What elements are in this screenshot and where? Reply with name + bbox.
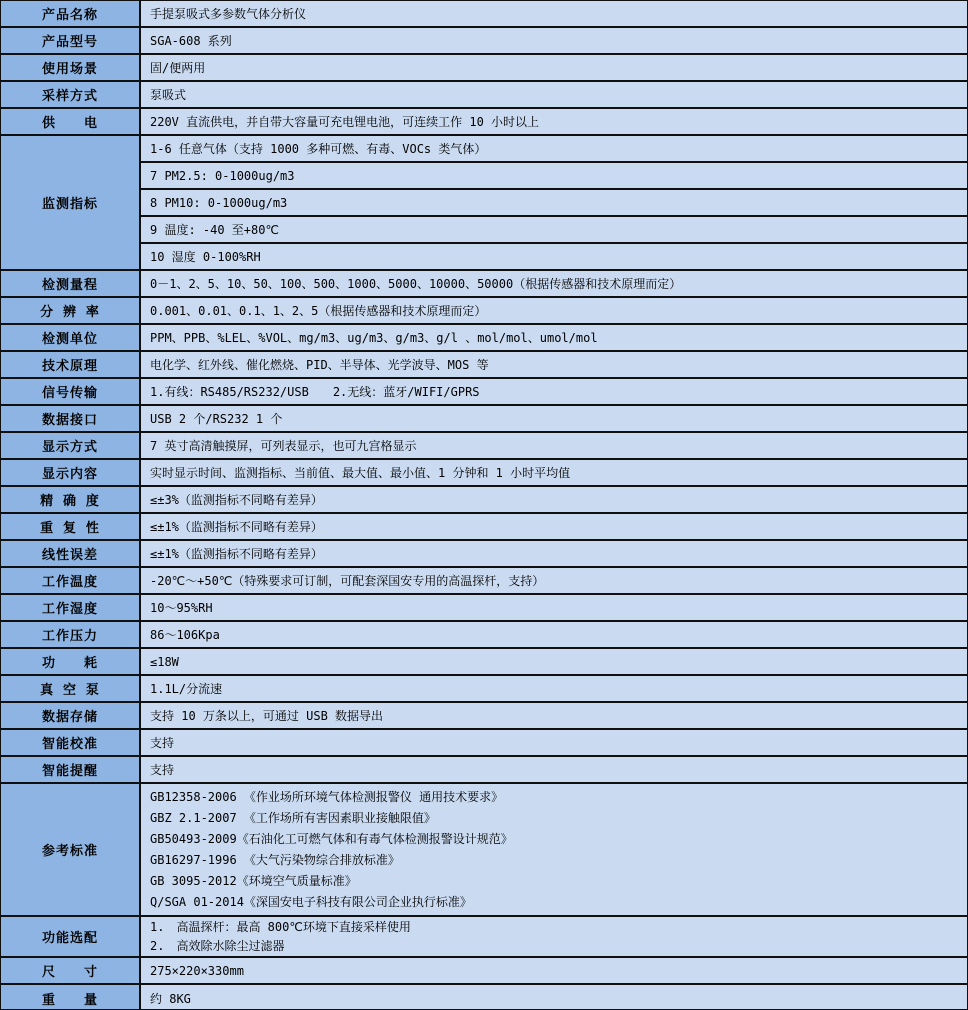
spec-value: SGA-608 系列 bbox=[141, 28, 967, 53]
spec-label: 真 空 泵 bbox=[1, 676, 141, 701]
spec-row-working-humidity bbox=[1, 595, 967, 622]
spec-row-display-mode bbox=[1, 433, 967, 460]
spec-value: 7 英寸高清触摸屏，可列表显示，也可九宫格显示 bbox=[141, 433, 967, 458]
spec-value: 支持 bbox=[141, 730, 967, 755]
spec-label: 检测量程 bbox=[1, 271, 141, 296]
spec-label: 重 量 bbox=[1, 985, 141, 1010]
spec-row-accuracy bbox=[1, 487, 967, 514]
spec-value-group bbox=[141, 784, 967, 915]
spec-label: 工作湿度 bbox=[1, 595, 141, 620]
spec-row-product-name bbox=[1, 1, 967, 28]
spec-label: 智能提醒 bbox=[1, 757, 141, 782]
standard-item: Q/SGA 01-2014《深国安电子科技有限公司企业执行标准》 bbox=[150, 894, 472, 909]
spec-label: 信号传输 bbox=[1, 379, 141, 404]
spec-label: 数据存储 bbox=[1, 703, 141, 728]
spec-value: ≤±3%（监测指标不同略有差异） bbox=[141, 487, 967, 512]
spec-label: 检测单位 bbox=[1, 325, 141, 350]
spec-label: 采样方式 bbox=[1, 82, 141, 107]
spec-label: 产品型号 bbox=[1, 28, 141, 53]
spec-value: ≤18W bbox=[141, 649, 967, 674]
spec-row-data-interface bbox=[1, 406, 967, 433]
spec-row-smart-reminder bbox=[1, 757, 967, 784]
standard-item: GB50493-2009《石油化工可燃气体和有毒气体检测报警设计规范》 bbox=[150, 831, 513, 846]
spec-row-resolution bbox=[1, 298, 967, 325]
spec-label: 监测指标 bbox=[1, 136, 141, 269]
spec-value: 1.1L/分流速 bbox=[141, 676, 967, 701]
spec-label: 线性误差 bbox=[1, 541, 141, 566]
spec-value: 10～95%RH bbox=[141, 595, 967, 620]
spec-row-range bbox=[1, 271, 967, 298]
monitor-item: 1-6 任意气体（支持 1000 多种可燃、有毒、VOCs 类气体） bbox=[141, 136, 967, 163]
spec-value: 86～106Kpa bbox=[141, 622, 967, 647]
spec-row-signal bbox=[1, 379, 967, 406]
spec-value-group bbox=[141, 136, 967, 269]
monitor-item: 7 PM2.5: 0-1000ug/m3 bbox=[141, 163, 967, 190]
spec-value: 220V 直流供电，并自带大容量可充电锂电池，可连续工作 10 小时以上 bbox=[141, 109, 967, 134]
standard-item: GB 3095-2012《环境空气质量标准》 bbox=[150, 873, 357, 888]
standard-item: GB12358-2006 《作业场所环境气体检测报警仪 通用技术要求》 bbox=[150, 789, 504, 804]
spec-label: 产品名称 bbox=[1, 1, 141, 26]
spec-row-reference-standards bbox=[1, 784, 967, 917]
spec-label: 工作温度 bbox=[1, 568, 141, 593]
spec-row-power bbox=[1, 109, 967, 136]
spec-value-group bbox=[141, 917, 967, 956]
spec-value: PPM、PPB、%LEL、%VOL、mg/m3、ug/m3、g/m3、g/l 、mol/mol、umol/mol bbox=[141, 325, 967, 350]
spec-row-usage-scene bbox=[1, 55, 967, 82]
spec-row-vacuum-pump bbox=[1, 676, 967, 703]
option-item: 2. 高效除水除尘过滤器 bbox=[150, 938, 285, 953]
option-item: 1. 高温探杆：最高 800℃环境下直接采样使用 bbox=[150, 919, 411, 934]
spec-label: 工作压力 bbox=[1, 622, 141, 647]
spec-label: 功 耗 bbox=[1, 649, 141, 674]
spec-label: 智能校准 bbox=[1, 730, 141, 755]
spec-value: ≤±1%（监测指标不同略有差异） bbox=[141, 514, 967, 539]
spec-value: -20℃～+50℃（特殊要求可订制，可配套深国安专用的高温探杆，支持） bbox=[141, 568, 967, 593]
spec-label: 数据接口 bbox=[1, 406, 141, 431]
spec-label: 尺 寸 bbox=[1, 958, 141, 983]
spec-label: 供 电 bbox=[1, 109, 141, 134]
spec-row-monitor-indicators bbox=[1, 136, 967, 271]
spec-label: 功能选配 bbox=[1, 917, 141, 956]
spec-value: 约 8KG bbox=[141, 985, 967, 1010]
spec-value: ≤±1%（监测指标不同略有差异） bbox=[141, 541, 967, 566]
spec-value: 泵吸式 bbox=[141, 82, 967, 107]
spec-row-display-content bbox=[1, 460, 967, 487]
spec-value: 0.001、0.01、0.1、1、2、5（根据传感器和技术原理而定） bbox=[141, 298, 967, 323]
spec-label: 使用场景 bbox=[1, 55, 141, 80]
spec-label: 参考标准 bbox=[1, 784, 141, 915]
spec-row-principle bbox=[1, 352, 967, 379]
spec-value: 电化学、红外线、催化燃烧、PID、半导体、光学波导、MOS 等 bbox=[141, 352, 967, 377]
spec-row-working-pressure bbox=[1, 622, 967, 649]
spec-label: 显示内容 bbox=[1, 460, 141, 485]
spec-row-model bbox=[1, 28, 967, 55]
spec-value: 实时显示时间、监测指标、当前值、最大值、最小值、1 分钟和 1 小时平均值 bbox=[141, 460, 967, 485]
spec-label: 分 辨 率 bbox=[1, 298, 141, 323]
spec-value: 支持 bbox=[141, 757, 967, 782]
spec-row-units bbox=[1, 325, 967, 352]
spec-label: 重 复 性 bbox=[1, 514, 141, 539]
standard-item: GB16297-1996 《大气污染物综合排放标准》 bbox=[150, 852, 400, 867]
spec-value: 支持 10 万条以上，可通过 USB 数据导出 bbox=[141, 703, 967, 728]
spec-row-optional-features bbox=[1, 917, 967, 958]
spec-row-repeatability bbox=[1, 514, 967, 541]
spec-value: USB 2 个/RS232 1 个 bbox=[141, 406, 967, 431]
monitor-item: 8 PM10: 0-1000ug/m3 bbox=[141, 190, 967, 217]
spec-row-working-temp bbox=[1, 568, 967, 595]
spec-value: 固/便两用 bbox=[141, 55, 967, 80]
spec-row-weight bbox=[1, 985, 967, 1010]
spec-row-sampling bbox=[1, 82, 967, 109]
spec-label: 显示方式 bbox=[1, 433, 141, 458]
spec-row-linearity bbox=[1, 541, 967, 568]
spec-row-power-consumption bbox=[1, 649, 967, 676]
spec-row-smart-calibration bbox=[1, 730, 967, 757]
spec-value: 1.有线：RS485/RS232/USB 2.无线：蓝牙/WIFI/GPRS bbox=[141, 379, 967, 404]
spec-label: 技术原理 bbox=[1, 352, 141, 377]
monitor-item: 9 温度: -40 至+80℃ bbox=[141, 217, 967, 244]
spec-value: 手提泵吸式多参数气体分析仪 bbox=[141, 1, 967, 26]
spec-row-dimensions bbox=[1, 958, 967, 985]
spec-row-data-storage bbox=[1, 703, 967, 730]
monitor-item: 10 湿度 0-100%RH bbox=[150, 250, 261, 264]
spec-label: 精 确 度 bbox=[1, 487, 141, 512]
spec-value: 275×220×330mm bbox=[141, 958, 967, 983]
spec-value: 0－1、2、5、10、50、100、500、1000、5000、10000、50000（根据传感器和技术原理而定） bbox=[141, 271, 967, 296]
standard-item: GBZ 2.1-2007 《工作场所有害因素职业接触限值》 bbox=[150, 810, 436, 825]
